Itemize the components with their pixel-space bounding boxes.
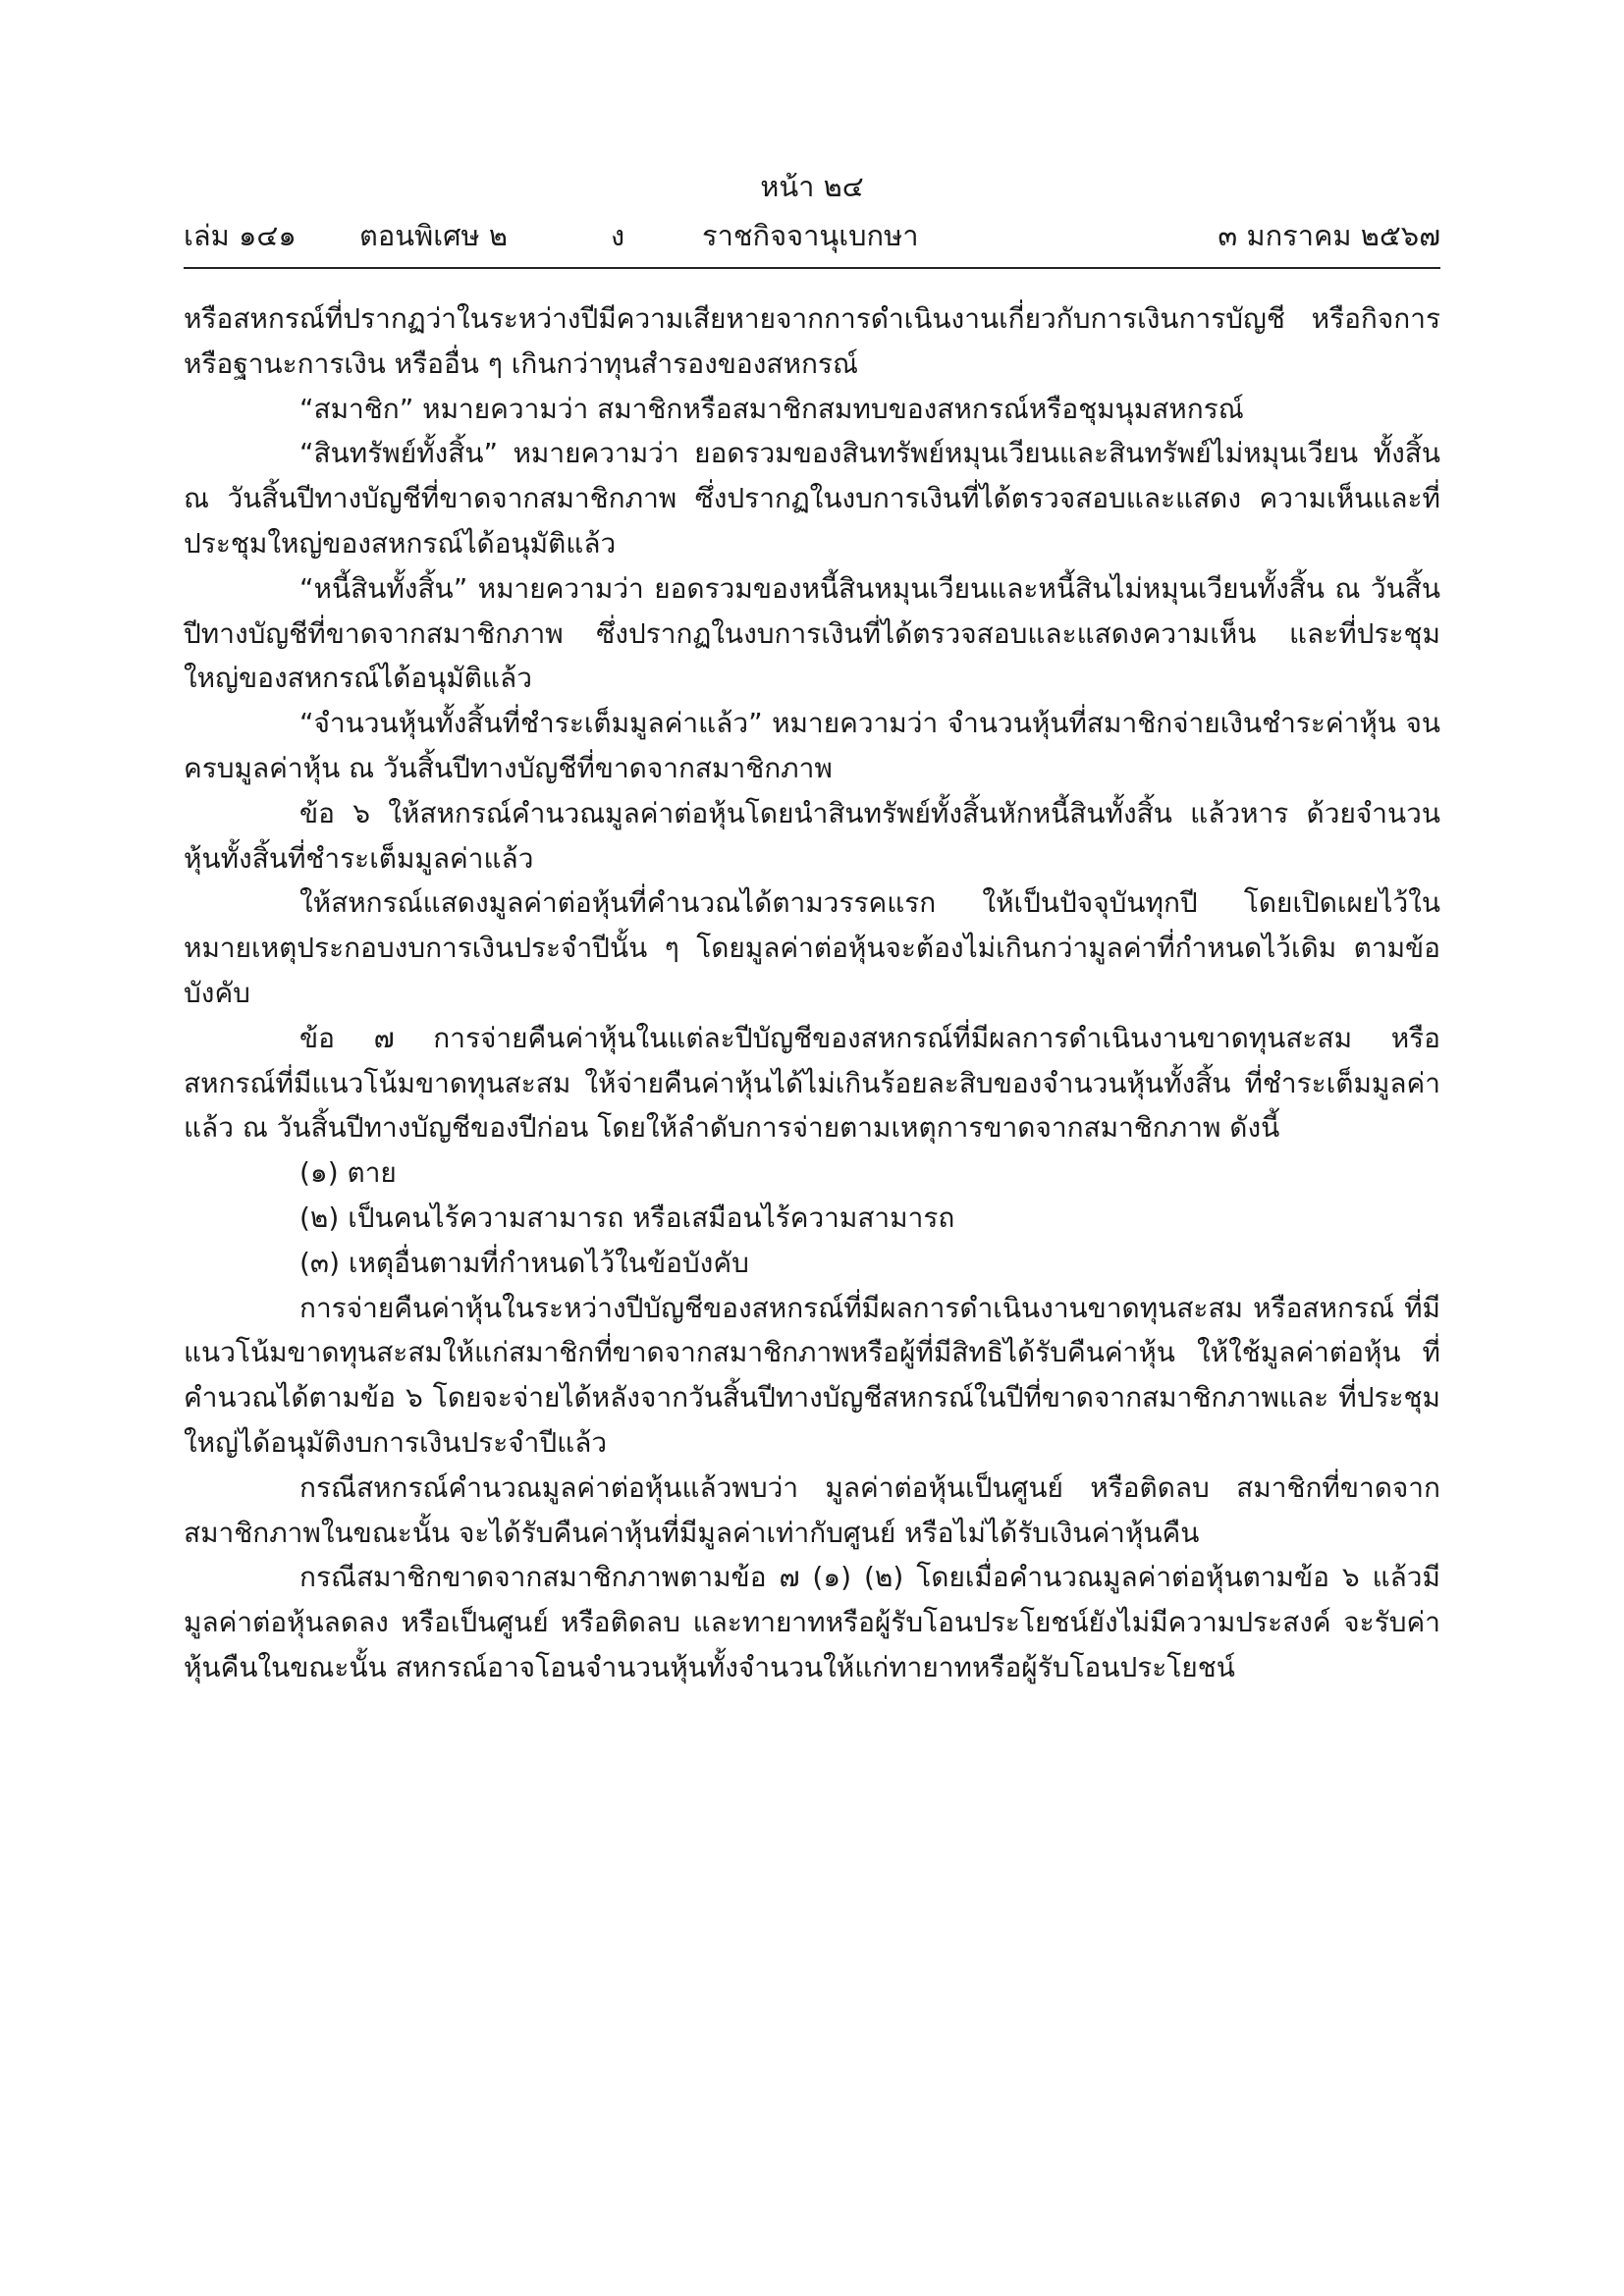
gazette-header — [184, 216, 1440, 255]
definition-member: “สมาชิก” หมายความว่า สมาชิกหรือสมาชิกสมทบของสหกรณ์หรือชุมนุมสหกรณ์ — [299, 392, 1244, 425]
publication-date: ๓ มกราคม ๒๕๖๗ — [1218, 219, 1440, 252]
clause-7-item-3: (๓) เหตุอื่นตามที่กำหนดไว้ในข้อบังคับ — [299, 1246, 749, 1279]
clause-7-paragraph-3: กรณีสหกรณ์คำนวณมูลค่าต่อหุ้นแล้วพบว่า มูลค่าต่อหุ้นเป็นศูนย์ หรือติดลบ สมาชิกที่ขาดจาก สมาชิกภาพในขณะนั้น จะได้รับคืนค่าหุ้นที่มีมูลค่าเท่ากับศูนย์ หรือไม่ได้รับเงินค่าหุ้นคืน — [184, 1470, 1440, 1549]
clause-7-paragraph-2: การจ่ายคืนค่าหุ้นในระหว่างปีบัญชีของสหกรณ์ที่มีผลการดำเนินงานขาดทุนสะสม หรือสหกรณ์ ที่มีแนวโน้มขาดทุนสะสมให้แก่สมาชิกที่ขาดจากสมาชิกภาพหรือผู้ที่มีสิทธิได้รับคืนค่าหุ้น ให้ใช้มูลค่าต่อหุ้น ที่คำนวณได้ตามข้อ ๖ โดยจะจ่ายได้หลังจากวันสิ้นปีทางบัญชีสหกรณ์ในปีที่ขาดจากสมาชิกภาพและ ที่ประชุมใหญ่ได้อนุมัติงบการเงินประจำปีแล้ว — [184, 1291, 1440, 1459]
clause-6: ข้อ ๖ ให้สหกรณ์คำนวณมูลค่าต่อหุ้นโดยนำสินทรัพย์ทั้งสิ้นหักหนี้สินทั้งสิ้น แล้วหาร ด้วยจำนวนหุ้นทั้งสิ้นที่ชำระเต็มมูลค่าแล้ว — [184, 796, 1440, 875]
volume-label: เล่ม ๑๔๑ — [184, 219, 297, 252]
clause-6-paragraph-2: ให้สหกรณ์แสดงมูลค่าต่อหุ้นที่คำนวณได้ตามวรรคแรก ให้เป็นปัจจุบันทุกปี โดยเปิดเผยไว้ใน หมายเหตุประกอบงบการเงินประจำปีนั้น ๆ โดยมูลค่าต่อหุ้นจะต้องไม่เกินกว่ามูลค่าที่กำหนดไว้เดิม ตามข้อบังคับ — [184, 886, 1440, 1009]
section-label: ง — [611, 219, 625, 252]
paragraph-continuation: หรือสหกรณ์ที่ปรากฏว่าในระหว่างปีมีความเสียหายจากการดำเนินงานเกี่ยวกับการเงินการบัญชี หรือกิจการ หรือฐานะการเงิน หรืออื่น ๆ เกินกว่าทุนสำรองของสหกรณ์ — [184, 302, 1440, 380]
clause-7-paragraph-4: กรณีสมาชิกขาดจากสมาชิกภาพตามข้อ ๗ (๑) (๒) โดยเมื่อคำนวณมูลค่าต่อหุ้นตามข้อ ๖ แล้วมีมูลค่าต่อหุ้นลดลง หรือเป็นศูนย์ หรือติดลบ และทายาทหรือผู้รับโอนประโยชน์ยังไม่มีความประสงค์ จะรับค่าหุ้นคืนในขณะนั้น สหกรณ์อาจโอนจำนวนหุ้นทั้งจำนวนให้แก่ทายาทหรือผู้รับโอนประโยชน์ — [184, 1561, 1440, 1683]
issue-label: ตอนพิเศษ ๒ — [359, 219, 508, 252]
clause-7: ข้อ ๗ การจ่ายคืนค่าหุ้นในแต่ละปีบัญชีของสหกรณ์ที่มีผลการดำเนินงานขาดทุนสะสม หรือสหกรณ์ที่มีแนวโน้มขาดทุนสะสม ให้จ่ายคืนค่าหุ้นได้ไม่เกินร้อยละสิบของจำนวนหุ้นทั้งสิ้น ที่ชำระเต็มมูลค่าแล้ว ณ วันสิ้นปีทางบัญชีของปีก่อน โดยให้ลำดับการจ่ายตามเหตุการขาดจากสมาชิกภาพ ดังนี้ — [184, 1021, 1440, 1145]
definition-fully-paid-shares: “จำนวนหุ้นทั้งสิ้นที่ชำระเต็มมูลค่าแล้ว” หมายความว่า จำนวนหุ้นที่สมาชิกจ่ายเงินชำระค่าหุ้น จนครบมูลค่าหุ้น ณ วันสิ้นปีทางบัญชีที่ขาดจากสมาชิกภาพ — [184, 707, 1440, 784]
page-number: หน้า ๒๔ — [760, 170, 864, 203]
header-divider — [184, 267, 1440, 269]
definition-total-assets: “สินทรัพย์ทั้งสิ้น” หมายความว่า ยอดรวมของสินทรัพย์หมุนเวียนและสินทรัพย์ไม่หมุนเวียน ทั้งสิ้น ณ วันสิ้นปีทางบัญชีที่ขาดจากสมาชิกภาพ ซึ่งปรากฏในงบการเงินที่ได้ตรวจสอบและแสดง ความเห็นและที่ประชุมใหญ่ของสหกรณ์ได้อนุมัติแล้ว — [184, 437, 1440, 560]
clause-7-item-2: (๒) เป็นคนไร้ความสามารถ หรือเสมือนไร้ความสามารถ — [299, 1201, 955, 1234]
clause-7-item-1: (๑) ตาย — [299, 1156, 397, 1190]
definition-total-liabilities: “หนี้สินทั้งสิ้น” หมายความว่า ยอดรวมของหนี้สินหมุนเวียนและหนี้สินไม่หมุนเวียนทั้งสิ้น ณ วันสิ้นปีทางบัญชีที่ขาดจากสมาชิกภาพ ซึ่งปรากฏในงบการเงินที่ได้ตรวจสอบและแสดงความเห็น และที่ประชุมใหญ่ของสหกรณ์ได้อนุมัติแล้ว — [184, 571, 1440, 695]
gazette-name: ราชกิจจานุเบกษา — [702, 219, 919, 252]
document-body — [184, 296, 1440, 1690]
